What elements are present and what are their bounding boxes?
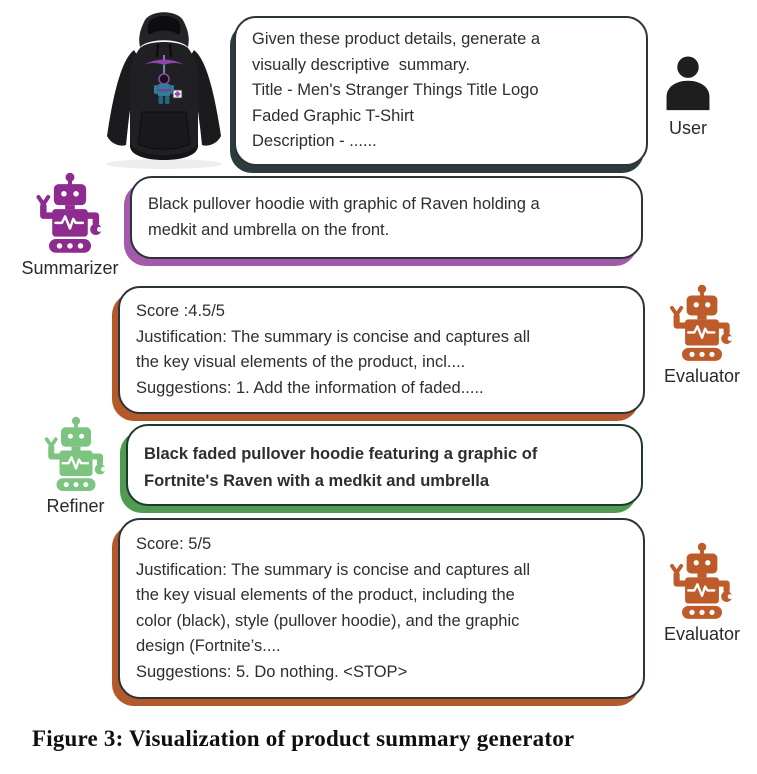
agent-summarizer (8, 172, 132, 279)
product-hoodie-image (88, 4, 240, 172)
bubble-text-line: Faded Graphic T-Shirt (252, 106, 415, 125)
agent-label: Evaluator (663, 366, 741, 386)
bubble-text-line: visually descriptive summary. (252, 55, 470, 74)
bubble-text-line: Suggestions: 1. Add the information of faded..... (136, 378, 484, 397)
bubble-text-line: Fortnite's Raven with a medkit and umbrella (144, 472, 489, 490)
bubble-text-line: Title - Men's Stranger Things Title Logo (252, 81, 539, 99)
bubble-text-line: Black pullover hoodie with graphic of Raven holding a (148, 195, 540, 213)
evaluation-2-bubble (118, 518, 645, 699)
bubble-text-line: Suggestions: 5. Do nothing. <STOP> (136, 662, 408, 681)
bubble-text-line: Justification: The summary is concise and captures all (136, 327, 531, 346)
bubble-text-line: Description - ...... (252, 132, 377, 150)
user-prompt-bubble (234, 16, 648, 166)
bubble-text-line: Score: 5/5 (136, 535, 212, 553)
refined-summary-bubble (126, 424, 643, 506)
bubble-text-line: Score :4.5/5 (136, 302, 225, 320)
robot-icon (661, 284, 743, 364)
person-icon (660, 52, 716, 116)
bubble-text-line: design (Fortnite’s.... (136, 637, 281, 655)
summary-bubble (130, 176, 643, 259)
robot-icon (661, 542, 743, 622)
bubble-text-line: Justification: The summary is concise and captures all (136, 560, 531, 579)
agent-refiner (18, 416, 133, 517)
agent-evaluator-top (652, 284, 752, 387)
evaluation-1-bubble (118, 286, 645, 414)
agent-evaluator-bottom (652, 542, 752, 645)
agent-label: User (668, 118, 707, 138)
bubble-text-line: the key visual elements of the product, incl.... (136, 353, 466, 371)
bubble-text-line: Black faded pullover hoodie featuring a graphic of (144, 445, 538, 463)
agent-user (645, 52, 731, 139)
bubble-text-line: color (black), style (pullover hoodie), and the graphic (136, 611, 520, 630)
robot-icon (36, 416, 116, 494)
agent-label: Refiner (46, 496, 105, 516)
bubble-text-line: Given these product details, generate a (252, 30, 541, 48)
bubble-text-line: the key visual elements of the product, including the (136, 586, 515, 604)
bubble-text-line: medkit and umbrella on the front. (148, 220, 390, 239)
agent-label: Summarizer (21, 258, 119, 278)
figure-caption: Figure 3: Visualization of product summary generator (32, 726, 575, 751)
agent-label: Evaluator (663, 624, 741, 644)
robot-icon (27, 172, 113, 256)
